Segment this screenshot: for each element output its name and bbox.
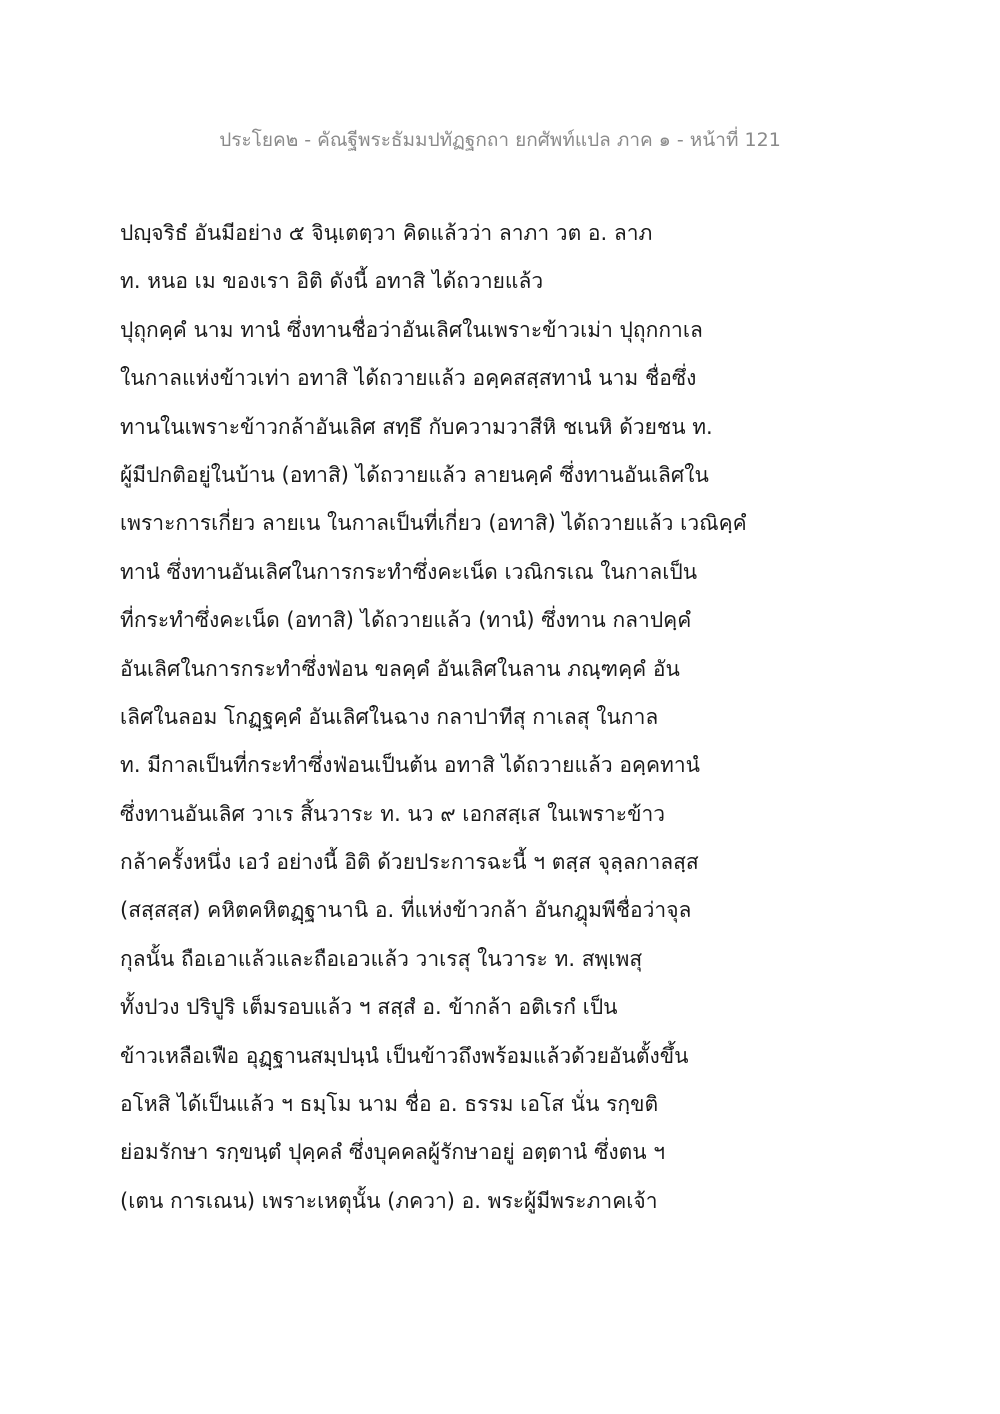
body-text [120, 213, 760, 1229]
text-line: ทั้งปวง ปริปูริ เต็มรอบแล้ว ฯ สสฺสํ อ. ข้ากล้า อติเรกํ เป็น [120, 995, 618, 1020]
text-line: ท. มีกาลเป็นที่กระทำซึ่งฟ่อนเป็นต้น อทาสิ ได้ถวายแล้ว อคฺคทานํ [120, 753, 701, 778]
text-line: ทานในเพราะข้าวกล้าอันเลิศ สทฺธึ กับความวาสีหิ ชเนหิ ด้วยชน ท. [120, 414, 713, 439]
text-line: ข้าวเหลือเฟือ อุฏฺฐานสมฺปนฺนํ เป็นข้าวถึงพร้อมแล้วด้วยอันตั้งขึ้น [120, 1043, 689, 1068]
text-line: กุลนั้น ถือเอาแล้วและถือเอวแล้ว วาเรสุ ในวาระ ท. สพฺเพสุ [120, 946, 643, 971]
text-line: ทานํ ซึ่งทานอันเลิศในการกระทำซึ่งคะเน็ด เวณิกรเณ ในกาลเป็น [120, 559, 698, 584]
text-line: ปุถุกคฺคํ นาม ทานํ ซึ่งทานชื่อว่าอันเลิศในเพราะข้าวเม่า ปุถุกกาเล [120, 317, 703, 342]
running-header: ประโยค๒ - คัณฐีพระธัมมปทัฏฐกถา ยกศัพท์แปล ภาค ๑ - หน้าที่ 121 [219, 129, 781, 151]
text-line: ผู้มีปกติอยู่ในบ้าน (อทาสิ) ได้ถวายแล้ว ลายนคฺคํ ซึ่งทานอันเลิศใน [120, 462, 709, 487]
text-line: เพราะการเกี่ยว ลายเน ในกาลเป็นที่เกี่ยว (อทาสิ) ได้ถวายแล้ว เวณิคฺคํ [120, 511, 747, 536]
text-line: อโหสิ ได้เป็นแล้ว ฯ ธมฺโม นาม ชื่อ อ. ธรรม เอโส นั่น รกฺขติ [120, 1092, 659, 1117]
text-line: ย่อมรักษา รกฺขนฺตํ ปุคฺคลํ ซึ่งบุคคลผู้รักษาอยู่ อตฺตานํ ซึ่งตน ฯ [120, 1140, 666, 1165]
text-line: อันเลิศในการกระทำซึ่งฟ่อน ขลคฺคํ อันเลิศในลาน ภณฺฑคฺคํ อัน [120, 656, 680, 681]
text-line: (เตน การเณน) เพราะเหตุนั้น (ภควา) อ. พระผู้มีพระภาคเจ้า [120, 1188, 658, 1213]
text-line: ท. หนอ เม ของเรา อิติ ดังนี้ อทาสิ ได้ถวายแล้ว [120, 269, 544, 294]
text-line: กล้าครั้งหนึ่ง เอวํ อย่างนี้ อิติ ด้วยประการฉะนี้ ฯ ตสฺส จุลฺลกาลสฺส [120, 850, 699, 875]
text-line: ในกาลแห่งข้าวเท่า อทาสิ ได้ถวายแล้ว อคฺคสสฺสทานํ นาม ชื่อซึ่ง [120, 366, 697, 391]
text-line: (สสฺสสฺส) คหิตคหิตฏฺฐานานิ อ. ที่แห่งข้าวกล้า อันกฎุมพีชื่อว่าจุล [120, 898, 692, 923]
text-line: เลิศในลอม โกฏฺฐคฺคํ อันเลิศในฉาง กลาปาทีสุ กาเลสุ ในกาล [120, 704, 659, 729]
text-line: ซึ่งทานอันเลิศ วาเร สิ้นวาระ ท. นว ๙ เอกสสฺเส ในเพราะข้าว [120, 801, 666, 826]
text-line: ปญฺจริธํ อันมีอย่าง ๕ จินฺเตตฺวา คิดแล้วว่า ลาภา วต อ. ลาภ [120, 221, 653, 245]
text-line: ที่กระทำซึ่งคะเน็ด (อทาสิ) ได้ถวายแล้ว (ทานํ) ซึ่งทาน กลาปคฺคํ [120, 608, 692, 633]
